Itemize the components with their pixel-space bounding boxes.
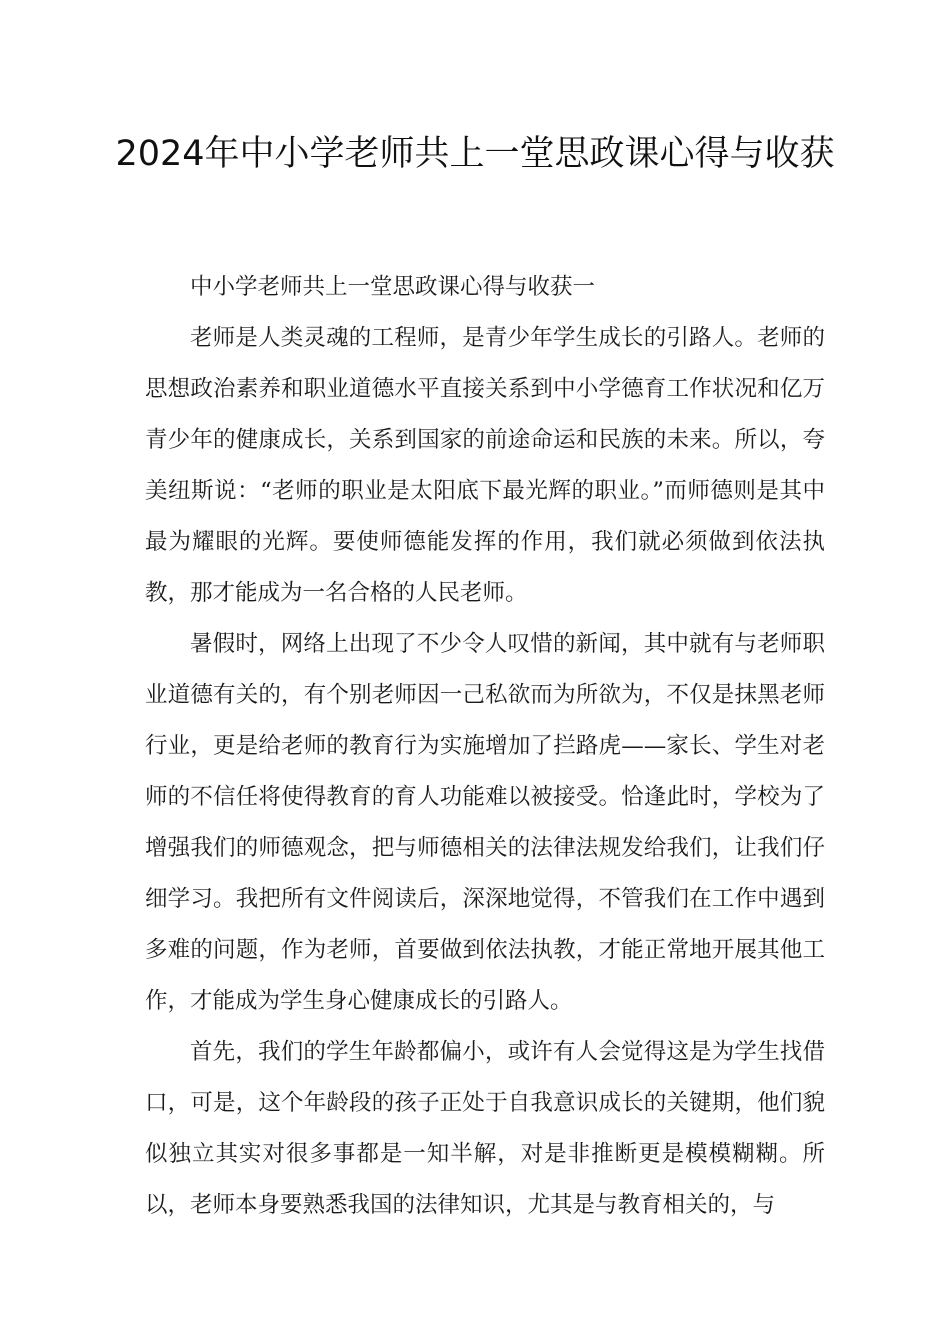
paragraph: 老师是人类灵魂的工程师，是青少年学生成长的引路人。老师的思想政治素养和职业道德水平直接关系到中小学德育工作状况和亿万青少年的健康成长，关系到国家的前途命运和民族的未来。所以，夸美纽斯说：“老师的职业是太阳底下最光辉的职业。”而师德则是其中最为耀眼的光辉。要使师德能发挥的作用，我们就必须做到依法执教，那才能成为一名合格的人民老师。 (145, 325, 825, 606)
document-body (145, 262, 825, 1231)
document-title: 2024年中小学老师共上一堂思政课心得与收获 (115, 134, 835, 174)
paragraph: 首先，我们的学生年龄都偏小，或许有人会觉得这是为学生找借口，可是，这个年龄段的孩子正处于自我意识成长的关键期，他们貌似独立其实对很多事都是一知半解，对是非推断更是模模糊糊。所以，老师本身要熟悉我国的法律知识，尤其是与教育相关的，与 (145, 1039, 825, 1218)
paragraph-heading: 中小学老师共上一堂思政课心得与收获一 (190, 274, 596, 300)
paragraph: 暑假时，网络上出现了不少令人叹惜的新闻，其中就有与老师职业道德有关的，有个别老师因一己私欲而为所欲为，不仅是抹黑老师行业，更是给老师的教育行为实施增加了拦路虎——家长、学生对老师的不信任将使得教育的育人功能难以被接受。恰逢此时，学校为了增强我们的师德观念，把与师德相关的法律法规发给我们，让我们仔细学习。我把所有文件阅读后，深深地觉得，不管我们在工作中遇到多难的问题，作为老师，首要做到依法执教，才能正常地开展其他工作，才能成为学生身心健康成长的引路人。 (145, 631, 825, 1014)
